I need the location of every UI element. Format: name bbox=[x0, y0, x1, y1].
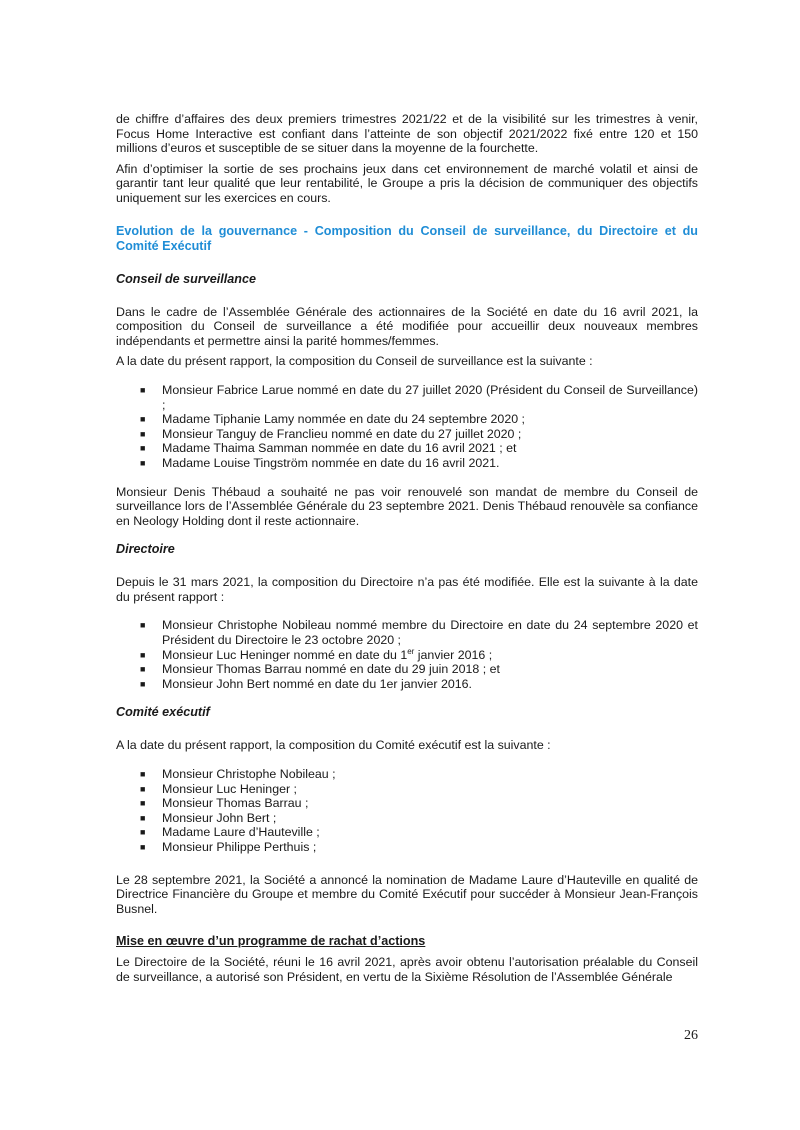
bullet-icon: ■ bbox=[140, 664, 146, 675]
comite-title: Comité exécutif bbox=[116, 705, 210, 720]
bullet-icon: ■ bbox=[140, 457, 146, 468]
bullet-icon: ■ bbox=[140, 414, 146, 425]
bullet-icon: ■ bbox=[140, 384, 146, 395]
bullet-icon: ■ bbox=[140, 769, 146, 780]
bullet-icon: ■ bbox=[140, 783, 146, 794]
list-item: ■ Madame Louise Tingström nommée en date du 16 avril 2021. bbox=[140, 455, 500, 470]
conseil-paragraph-3: Monsieur Denis Thébaud a souhaité ne pas voir renouvelé son mandat de membre du Conseil de surveillance lors de l’Assemblée Générale du 23 septembre 2021. Denis Thébaud renouvèle sa confiance en Neology Holding dont il reste actionnaire. bbox=[116, 484, 698, 528]
bullet-icon: ■ bbox=[140, 842, 146, 852]
bullet-icon: ■ bbox=[140, 798, 146, 809]
intro-paragraph-2: Afin d’optimiser la sortie de ses prochains jeux dans cet environnement de marché volatil et ainsi de garantir tant leur qualité que leur rentabilité, le Groupe a pris la décision de communiquer des objectifs uniquement sur les exercices en cours. bbox=[116, 161, 698, 205]
conseil-members-list bbox=[116, 383, 698, 471]
list-item: ■ Monsieur Luc Heninger ; bbox=[140, 781, 297, 796]
directoire-members-list bbox=[116, 618, 698, 691]
directoire-title: Directoire bbox=[116, 542, 175, 557]
bullet-icon: ■ bbox=[140, 443, 146, 454]
list-item: ■ Monsieur John Bert nommé en date du 1er janvier 2016. bbox=[140, 676, 472, 691]
bullet-icon: ■ bbox=[140, 678, 146, 689]
list-item: ■ Monsieur Fabrice Larue nommé en date du 27 juillet 2020 (Président du Conseil de Surveillance) ; bbox=[140, 382, 698, 412]
directoire-paragraph-1: Depuis le 31 mars 2021, la composition du Directoire n’a pas été modifiée. Elle est la suivante à la date du présent rapport : bbox=[116, 575, 698, 604]
conseil-paragraph-2: A la date du présent rapport, la composition du Conseil de surveillance est la suivante : bbox=[116, 354, 593, 369]
conseil-title: Conseil de surveillance bbox=[116, 271, 256, 286]
comite-paragraph-2: Le 28 septembre 2021, la Société a annoncé la nomination de Madame Laure d’Hauteville en qualité de Directrice Financière du Groupe et membre du Comité Exécutif pour succéder à Monsieur Jean-François Busnel. bbox=[116, 872, 698, 916]
bullet-icon: ■ bbox=[140, 649, 146, 660]
list-item: ■ Monsieur Philippe Perthuis ; bbox=[140, 840, 317, 854]
bullet-icon: ■ bbox=[140, 812, 146, 823]
list-item: ■ Monsieur Thomas Barrau ; bbox=[140, 796, 309, 811]
intro-paragraph-1: de chiffre d’affaires des deux premiers trimestres 2021/22 et de la visibilité sur les trimestres à venir, Focus Home Interactive est confiant dans l’atteinte de son objectif 2021/2022 fixé entre 120 et 150 millions d’euros et susceptible de se situer dans la moyenne de la fourchette. bbox=[116, 112, 698, 156]
comite-members-list bbox=[116, 767, 698, 855]
list-item: ■ Madame Thaima Samman nommée en date du 16 avril 2021 ; et bbox=[140, 441, 517, 456]
section-title: Evolution de la gouvernance - Composition du Conseil de surveillance, du Directoire et du Comité Exécutif bbox=[116, 223, 698, 253]
comite-paragraph-1: A la date du présent rapport, la composition du Comité exécutif est la suivante : bbox=[116, 738, 551, 753]
document-page bbox=[116, 112, 698, 985]
rachat-title: Mise en œuvre d’un programme de rachat d’actions bbox=[116, 934, 426, 949]
bullet-icon: ■ bbox=[140, 428, 146, 439]
list-item: ■ Monsieur Tanguy de Franclieu nommé en date du 27 juillet 2020 ; bbox=[140, 426, 522, 441]
conseil-paragraph-1: Dans le cadre de l’Assemblée Générale des actionnaires de la Société en date du 16 avril 2021, la composition du Conseil de surveillance a été modifiée pour accueillir deux nouveaux membres indépendants et permettre ainsi la parité hommes/femmes. bbox=[116, 304, 698, 348]
list-item: ■ Monsieur Christophe Nobileau nommé membre du Directoire en date du 24 septembre 2020 et Président du Directoire le 23 octobre 2020 ; bbox=[140, 618, 698, 648]
page-number: 26 bbox=[684, 1028, 698, 1043]
rachat-paragraph-1: Le Directoire de la Société, réuni le 16 avril 2021, après avoir obtenu l’autorisation préalable du Conseil de surveillance, a autorisé son Président, en vertu de la Sixième Résolution de l’Assemblée Générale bbox=[116, 955, 698, 984]
list-item: ■ Monsieur Luc Heninger nommé en date du 1er janvier 2016 ; bbox=[140, 646, 493, 662]
list-item: ■ Monsieur Christophe Nobileau ; bbox=[140, 767, 336, 782]
bullet-icon: ■ bbox=[140, 827, 146, 838]
list-item: ■ Monsieur John Bert ; bbox=[140, 810, 277, 825]
list-item: ■ Madame Laure d’Hauteville ; bbox=[140, 825, 320, 840]
list-item: ■ Monsieur Thomas Barrau nommé en date du 29 juin 2018 ; et bbox=[140, 662, 500, 677]
bullet-icon: ■ bbox=[140, 620, 146, 631]
list-item: ■ Madame Tiphanie Lamy nommée en date du 24 septembre 2020 ; bbox=[140, 412, 525, 427]
